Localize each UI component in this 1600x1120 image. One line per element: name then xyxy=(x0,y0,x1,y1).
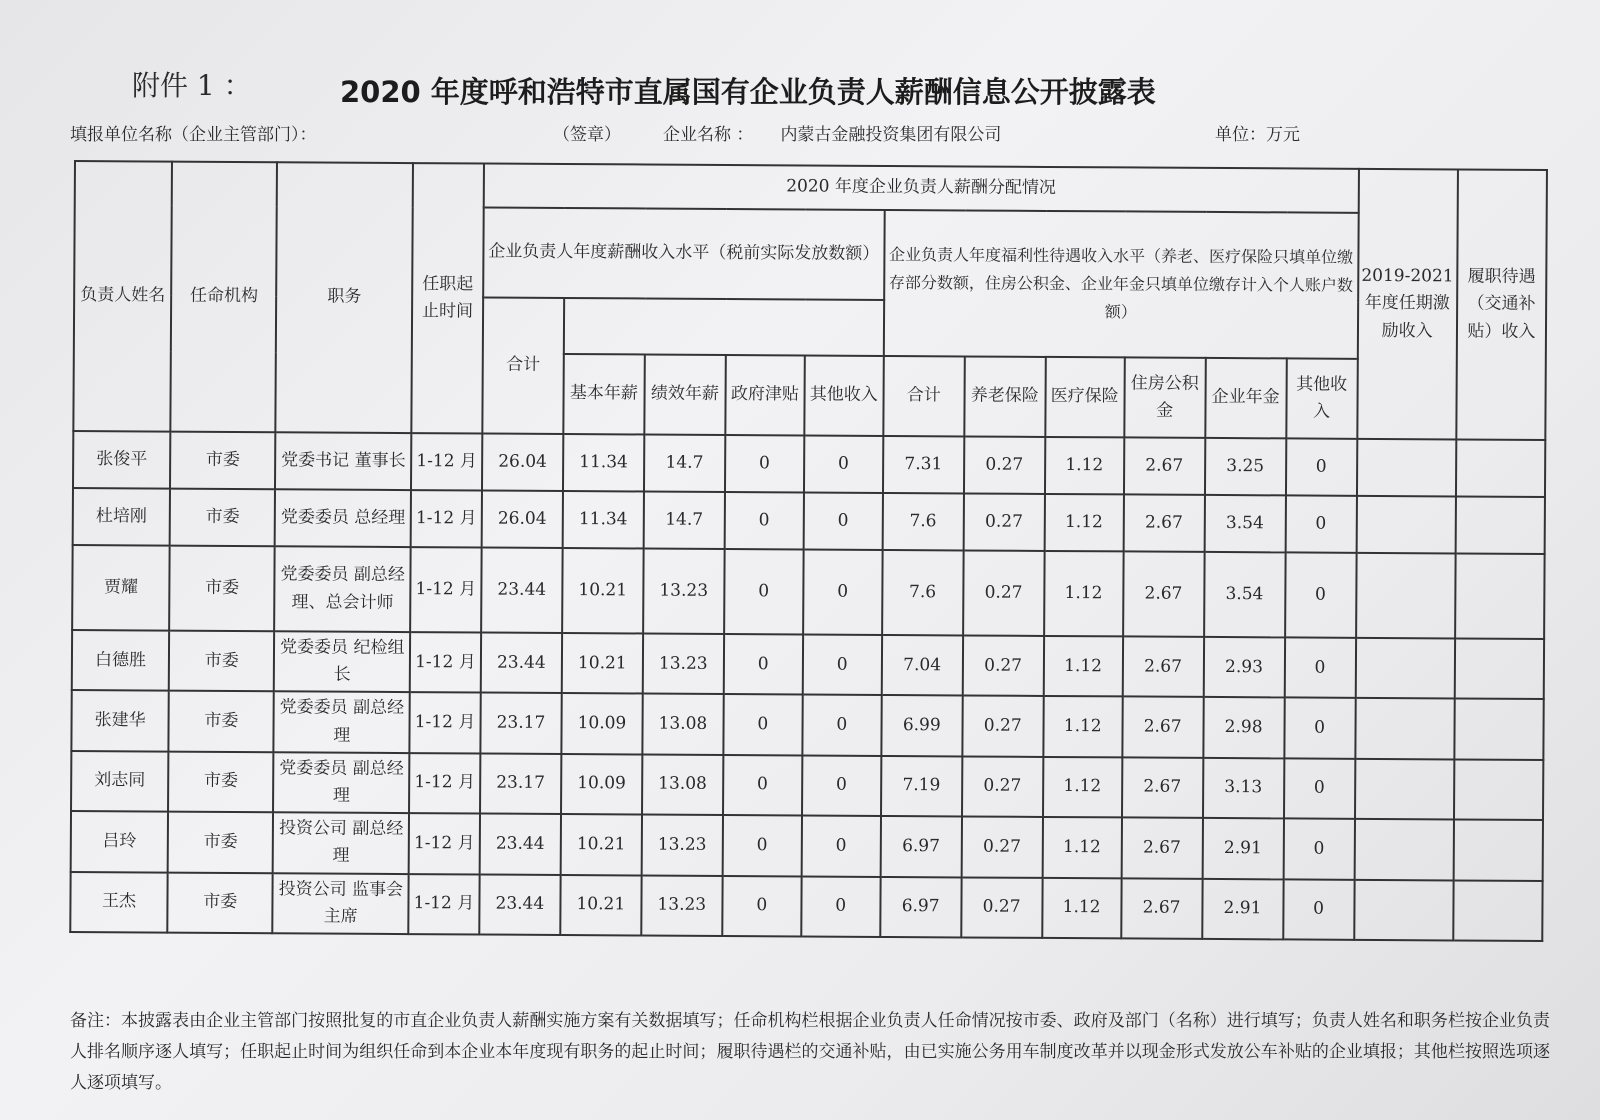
welfare-other: 0 xyxy=(1285,552,1357,637)
remarks-note: 备注：本披露表由企业主管部门按照批复的市直企业负责人薪酬实施方案有关数据填写；任命机构栏根据企业负责人任命情况按市委、政府及部门（名称）进行填写；负责人姓名和职务栏按企业负责人排名顺序逐人填写；任职起止时间为组织任命到本企业本年度现有职务的起止时间；履职待遇栏的交通补贴，由已实施公务用车制度改革并以现金形式发放公车补贴的企业填报；其他栏按照选项逐人逐项填写。 xyxy=(70,1011,1550,1093)
medical: 1.12 xyxy=(1043,757,1122,818)
performance-salary: 14.7 xyxy=(644,434,725,491)
annuity-header: 企业年金 xyxy=(1205,358,1286,438)
base-salary: 11.34 xyxy=(563,491,644,548)
incentive-cell xyxy=(1354,879,1454,940)
gov-allowance: 0 xyxy=(725,435,804,492)
salary-sub-blank xyxy=(564,298,884,356)
salary-other: 0 xyxy=(802,695,881,756)
medical: 1.12 xyxy=(1043,696,1122,757)
appointing-org: 市委 xyxy=(169,546,275,632)
housing-fund: 2.67 xyxy=(1124,437,1205,494)
incentive-cell xyxy=(1355,698,1455,759)
gov-allowance: 0 xyxy=(723,694,802,755)
housing-fund: 2.67 xyxy=(1123,551,1204,636)
duty-cell xyxy=(1453,820,1543,881)
incentive-cell xyxy=(1356,553,1456,639)
medical: 1.12 xyxy=(1043,636,1122,697)
salary-other: 0 xyxy=(803,634,882,695)
col-position-header: 职务 xyxy=(276,162,413,433)
base-salary: 10.21 xyxy=(562,633,643,694)
appointing-org: 市委 xyxy=(170,432,276,490)
annuity: 3.25 xyxy=(1205,438,1286,495)
pension: 0.27 xyxy=(961,877,1042,938)
gov-allowance: 0 xyxy=(724,549,803,634)
position: 党委委员 总经理 xyxy=(275,489,411,547)
filler-unit-label: 填报单位名称（企业主管部门）： xyxy=(70,125,317,145)
appointing-org: 市委 xyxy=(170,489,276,547)
base-salary: 10.21 xyxy=(561,814,642,875)
term: 1-12 月 xyxy=(411,490,482,547)
housing-fund-header: 住房公积金 xyxy=(1124,357,1205,437)
term: 1-12 月 xyxy=(409,692,480,753)
pension: 0.27 xyxy=(963,493,1044,550)
appointing-org: 市委 xyxy=(169,691,275,752)
gov-allowance: 0 xyxy=(723,755,802,816)
annuity: 3.13 xyxy=(1203,758,1284,819)
annuity: 3.54 xyxy=(1204,552,1285,637)
incentive-cell xyxy=(1355,759,1455,820)
medical: 1.12 xyxy=(1044,551,1123,636)
duty-cell xyxy=(1455,638,1545,699)
base-salary: 11.34 xyxy=(563,434,644,491)
welfare-other-header: 其他收入 xyxy=(1286,358,1358,438)
welfare-total: 7.31 xyxy=(883,436,964,493)
table-row xyxy=(71,690,1543,759)
performance-salary: 13.23 xyxy=(642,815,723,876)
term: 1-12 月 xyxy=(408,874,479,935)
position: 党委委员 副总经理、总会计师 xyxy=(275,546,411,632)
person-name: 刘志同 xyxy=(71,751,169,812)
performance-salary: 13.23 xyxy=(643,633,724,694)
welfare-total: 6.97 xyxy=(880,816,961,877)
position: 党委委员 副总经理 xyxy=(273,752,409,813)
welfare-total: 7.19 xyxy=(881,756,962,817)
welfare-total: 7.6 xyxy=(882,493,963,550)
salary-total: 23.44 xyxy=(479,874,560,935)
incentive-cell xyxy=(1354,819,1454,880)
annuity: 2.91 xyxy=(1202,878,1283,939)
unit-label: 单位：万元 xyxy=(1215,125,1300,145)
salary-total: 23.17 xyxy=(480,753,561,814)
table-row xyxy=(71,751,1543,820)
pension: 0.27 xyxy=(964,436,1045,493)
welfare-other: 0 xyxy=(1284,637,1355,698)
salary-table xyxy=(69,160,1548,942)
housing-fund: 2.67 xyxy=(1122,757,1203,818)
position: 党委委员 副总经理 xyxy=(274,692,410,753)
person-name: 吕玲 xyxy=(71,811,169,872)
duty-cell xyxy=(1454,699,1544,760)
welfare-other: 0 xyxy=(1284,758,1355,819)
medical: 1.12 xyxy=(1042,877,1121,938)
appointing-org: 市委 xyxy=(168,751,274,812)
gov-allowance: 0 xyxy=(722,815,801,876)
salary-total: 23.44 xyxy=(481,632,562,693)
performance-salary: 13.23 xyxy=(641,875,722,936)
duty-cell xyxy=(1456,439,1546,497)
term: 1-12 月 xyxy=(410,632,481,693)
performance-salary: 13.08 xyxy=(642,754,723,815)
col-org-header: 任命机构 xyxy=(171,162,278,433)
pension: 0.27 xyxy=(962,696,1043,757)
base-salary: 10.21 xyxy=(560,874,641,935)
welfare-total: 6.97 xyxy=(880,876,961,937)
salary-other: 0 xyxy=(803,492,882,549)
performance-salary: 14.7 xyxy=(643,491,724,548)
base-salary: 10.21 xyxy=(562,548,643,633)
housing-fund: 2.67 xyxy=(1122,636,1203,697)
gov-allowance: 0 xyxy=(724,634,803,695)
page-title: 2020 年度呼和浩特市直属国有企业负责人薪酬信息公开披露表 xyxy=(340,75,1156,109)
pension: 0.27 xyxy=(963,550,1044,635)
performance-salary: 13.23 xyxy=(643,548,724,633)
col-term-header: 任职起止时间 xyxy=(411,163,483,433)
welfare-total-header: 合计 xyxy=(883,356,964,436)
salary-other: 0 xyxy=(801,816,880,877)
duty-cell xyxy=(1454,759,1544,820)
person-name: 贾耀 xyxy=(72,545,170,631)
welfare-other: 0 xyxy=(1284,698,1355,759)
annuity: 2.91 xyxy=(1202,818,1283,879)
base-salary: 10.09 xyxy=(561,693,642,754)
company-label-text: 企业名称 ： xyxy=(663,125,754,145)
welfare-total: 6.99 xyxy=(881,695,962,756)
position: 投资公司 监事会主席 xyxy=(273,873,409,934)
term: 1-12 月 xyxy=(409,753,480,814)
housing-fund: 2.67 xyxy=(1122,697,1203,758)
incentive-cell xyxy=(1355,638,1455,699)
gov-allowance: 0 xyxy=(724,492,803,549)
appointing-org: 市委 xyxy=(168,812,274,873)
term: 1-12 月 xyxy=(409,813,480,874)
position: 党委委员 纪检组长 xyxy=(274,631,410,692)
pension: 0.27 xyxy=(961,817,1042,878)
person-name: 张俊平 xyxy=(73,431,171,489)
housing-fund: 2.67 xyxy=(1123,494,1204,551)
medical: 1.12 xyxy=(1044,494,1123,551)
salary-other: 0 xyxy=(804,435,883,492)
person-name: 张建华 xyxy=(71,690,169,751)
housing-fund: 2.67 xyxy=(1121,818,1202,879)
gov-allowance: 0 xyxy=(722,875,801,936)
salary-total: 23.44 xyxy=(481,547,562,632)
person-name: 王杰 xyxy=(70,871,168,932)
salary-total: 26.04 xyxy=(482,490,563,547)
duty-cell xyxy=(1455,553,1545,639)
appointing-org: 市委 xyxy=(169,631,275,692)
salary-other: 0 xyxy=(801,876,880,937)
col-duty-header: 履职待遇（交通补贴）收入 xyxy=(1456,169,1547,440)
table-row xyxy=(71,811,1543,880)
table-row xyxy=(73,488,1545,554)
welfare-total: 7.6 xyxy=(882,550,963,635)
position: 投资公司 副总经理 xyxy=(273,812,409,873)
pension: 0.27 xyxy=(962,635,1043,696)
salary-other-header: 其他收入 xyxy=(804,355,883,435)
company-label xyxy=(663,120,1001,145)
medical-header: 医疗保险 xyxy=(1045,357,1124,437)
salary-group-header: 企业负责人年度薪酬收入水平（税前实际发放数额） xyxy=(483,208,884,300)
pension-header: 养老保险 xyxy=(964,356,1045,436)
welfare-other: 0 xyxy=(1283,819,1354,880)
col-incentive-header: 2019-2021 年度任期激励收入 xyxy=(1357,169,1458,440)
duty-cell xyxy=(1453,880,1543,941)
term: 1-12 月 xyxy=(411,433,482,490)
medical: 1.12 xyxy=(1045,437,1124,494)
person-name: 杜培刚 xyxy=(73,488,171,546)
welfare-other: 0 xyxy=(1285,495,1356,552)
salary-total: 23.17 xyxy=(480,693,561,754)
duty-cell xyxy=(1455,496,1545,554)
position: 党委书记 董事长 xyxy=(275,432,411,490)
welfare-other: 0 xyxy=(1283,879,1354,940)
welfare-group-header: 企业负责人年度福利性待遇收入水平（养老、医疗保险只填单位缴存部分数额，住房公积金、企业年金只填单位缴存计入个人账户数额） xyxy=(884,210,1359,359)
table-row xyxy=(73,431,1545,497)
annuity: 2.98 xyxy=(1203,697,1284,758)
table-row xyxy=(70,871,1542,940)
performance-salary: 13.08 xyxy=(642,694,723,755)
company-name: 内蒙古金融投资集团有限公司 xyxy=(780,125,1002,145)
salary-total: 23.44 xyxy=(480,814,561,875)
annuity: 3.54 xyxy=(1204,495,1285,552)
welfare-total: 7.04 xyxy=(881,635,962,696)
salary-total: 26.04 xyxy=(482,433,563,490)
annuity: 2.93 xyxy=(1203,637,1284,698)
table-row xyxy=(72,545,1544,639)
seal-label: （签章） xyxy=(553,125,621,145)
base-salary-header: 基本年薪 xyxy=(563,354,644,434)
term: 1-12 月 xyxy=(410,547,481,632)
gov-allowance-header: 政府津贴 xyxy=(725,355,804,435)
salary-other: 0 xyxy=(803,549,882,634)
person-name: 白德胜 xyxy=(72,630,170,691)
performance-salary-header: 绩效年薪 xyxy=(644,354,725,434)
incentive-cell xyxy=(1356,496,1456,554)
salary-total-header: 合计 xyxy=(482,298,564,434)
medical: 1.12 xyxy=(1042,817,1121,878)
table-row xyxy=(72,630,1544,699)
incentive-cell xyxy=(1357,439,1457,497)
base-salary: 10.09 xyxy=(561,754,642,815)
distribution-header: 2020 年度企业负责人薪酬分配情况 xyxy=(484,164,1359,213)
welfare-other: 0 xyxy=(1286,438,1357,495)
attachment-label: 附件 1 ： xyxy=(132,69,252,102)
housing-fund: 2.67 xyxy=(1121,878,1202,939)
col-name-header: 负责人姓名 xyxy=(73,161,172,432)
pension: 0.27 xyxy=(962,756,1043,817)
appointing-org: 市委 xyxy=(167,872,273,933)
salary-other: 0 xyxy=(802,755,881,816)
